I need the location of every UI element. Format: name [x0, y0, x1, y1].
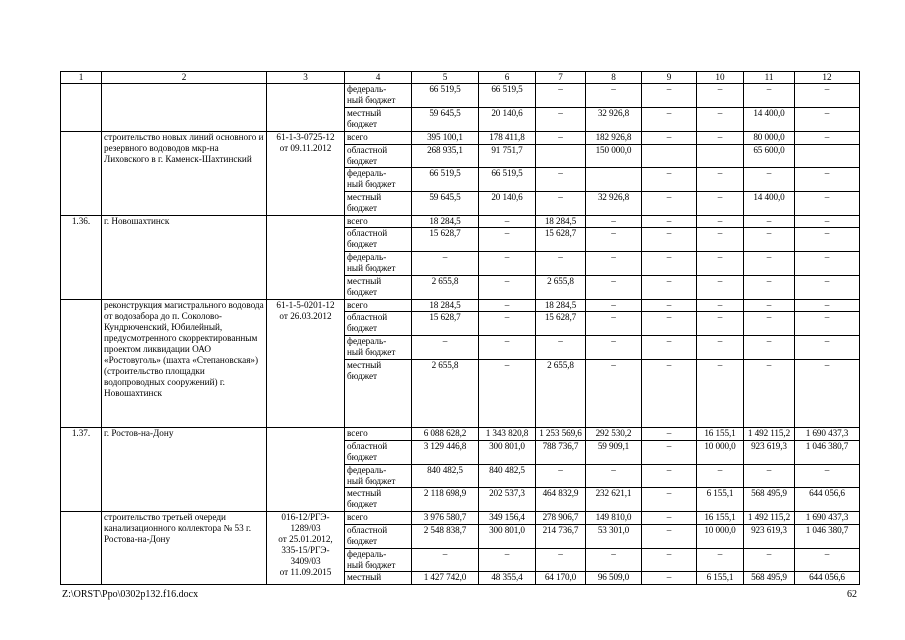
- funding-source-cell: областной бюджет: [345, 524, 412, 548]
- value-cell-col-8: –: [586, 215, 642, 227]
- value-cell-col-9: –: [642, 312, 697, 336]
- value-cell-col-6: 66 519,5: [479, 168, 536, 192]
- value-cell-col-8: –: [586, 464, 642, 488]
- value-cell-col-9: –: [642, 548, 697, 572]
- funding-source-cell: местный бюджет: [345, 108, 412, 132]
- table-row: [61, 299, 860, 311]
- value-cell-col-5: 2 548 838,7: [412, 524, 479, 548]
- value-cell-col-7: 464 832,9: [536, 488, 586, 512]
- value-cell-col-5: –: [412, 336, 479, 360]
- row-number-cell: [61, 132, 102, 216]
- value-cell-col-11: –: [744, 84, 795, 108]
- row-number-cell: [61, 299, 102, 427]
- value-cell-col-12: –: [795, 336, 860, 360]
- funding-source-cell: всего: [345, 512, 412, 524]
- value-cell-col-6: –: [479, 215, 536, 227]
- funding-source-cell: областной бюджет: [345, 312, 412, 336]
- value-cell-col-7: –: [536, 168, 586, 192]
- value-cell-col-9: –: [642, 428, 697, 440]
- value-cell-col-11: 568 495,9: [744, 488, 795, 512]
- value-cell-col-9: –: [642, 488, 697, 512]
- row-number-cell: [61, 512, 102, 585]
- funding-source-cell: федераль- ный бюджет: [345, 252, 412, 276]
- value-cell-col-5: 18 284,5: [412, 299, 479, 311]
- value-cell-col-12: –: [795, 132, 860, 144]
- value-cell-col-10: 6 155,1: [697, 488, 744, 512]
- value-cell-col-11: 568 495,9: [744, 572, 795, 585]
- value-cell-col-8: 59 909,1: [586, 440, 642, 464]
- value-cell-col-9: –: [642, 84, 697, 108]
- value-cell-col-7: –: [536, 548, 586, 572]
- value-cell-col-8: 292 530,2: [586, 428, 642, 440]
- column-header-3: 3: [267, 72, 345, 84]
- value-cell-col-11: –: [744, 215, 795, 227]
- funding-source-cell: местный бюджет: [345, 276, 412, 300]
- value-cell-col-10: 16 155,1: [697, 428, 744, 440]
- column-header-9: 9: [642, 72, 697, 84]
- value-cell-col-8: 53 301,0: [586, 524, 642, 548]
- value-cell-col-6: –: [479, 312, 536, 336]
- value-cell-col-5: 18 284,5: [412, 215, 479, 227]
- value-cell-col-11: 1 492 115,2: [744, 428, 795, 440]
- value-cell-col-6: –: [479, 548, 536, 572]
- value-cell-col-6: 91 751,7: [479, 144, 536, 168]
- value-cell-col-12: 1 046 380,7: [795, 524, 860, 548]
- value-cell-col-10: –: [697, 464, 744, 488]
- funding-source-cell: местный: [345, 572, 412, 585]
- value-cell-col-7: –: [536, 464, 586, 488]
- table-row: [61, 215, 860, 227]
- value-cell-col-11: 14 400,0: [744, 108, 795, 132]
- value-cell-col-5: 2 655,8: [412, 276, 479, 300]
- value-cell-col-5: 59 645,5: [412, 108, 479, 132]
- value-cell-col-7: 15 628,7: [536, 228, 586, 252]
- value-cell-col-5: 268 935,1: [412, 144, 479, 168]
- column-header-10: 10: [697, 72, 744, 84]
- value-cell-col-6: 20 140,6: [479, 108, 536, 132]
- value-cell-col-9: –: [642, 168, 697, 192]
- table-row: [61, 84, 860, 108]
- column-header-1: 1: [61, 72, 102, 84]
- value-cell-col-6: 300 801,0: [479, 524, 536, 548]
- value-cell-col-10: –: [697, 192, 744, 216]
- value-cell-col-9: –: [642, 215, 697, 227]
- funding-source-cell: областной бюджет: [345, 228, 412, 252]
- value-cell-col-7: –: [536, 84, 586, 108]
- value-cell-col-8: –: [586, 299, 642, 311]
- value-cell-col-7: 2 655,8: [536, 276, 586, 300]
- value-cell-col-12: 1 046 380,7: [795, 440, 860, 464]
- value-cell-col-11: –: [744, 252, 795, 276]
- value-cell-col-5: 2 655,8: [412, 359, 479, 427]
- value-cell-col-12: –: [795, 464, 860, 488]
- value-cell-col-7: 18 284,5: [536, 215, 586, 227]
- value-cell-col-10: –: [697, 276, 744, 300]
- value-cell-col-12: –: [795, 228, 860, 252]
- value-cell-col-8: –: [586, 336, 642, 360]
- value-cell-col-9: –: [642, 108, 697, 132]
- registration-cell: [267, 428, 345, 512]
- value-cell-col-9: [642, 144, 697, 168]
- value-cell-col-10: –: [697, 215, 744, 227]
- value-cell-col-5: 2 118 698,9: [412, 488, 479, 512]
- value-cell-col-11: –: [744, 228, 795, 252]
- value-cell-col-11: 1 492 115,2: [744, 512, 795, 524]
- value-cell-col-11: 923 619,3: [744, 524, 795, 548]
- value-cell-col-10: –: [697, 336, 744, 360]
- value-cell-col-6: 66 519,5: [479, 84, 536, 108]
- registration-cell: 016-12/РГЭ- 1289/03 от 25.01.2012, 335-15/РГЭ- 3409/03 от 11.09.2015: [267, 512, 345, 585]
- value-cell-col-11: 65 600,0: [744, 144, 795, 168]
- value-cell-col-5: 840 482,5: [412, 464, 479, 488]
- value-cell-col-10: –: [697, 252, 744, 276]
- object-name-cell: г. Новошахтинск: [102, 215, 267, 299]
- value-cell-col-5: 395 100,1: [412, 132, 479, 144]
- value-cell-col-5: –: [412, 548, 479, 572]
- value-cell-col-9: –: [642, 228, 697, 252]
- value-cell-col-6: 202 537,3: [479, 488, 536, 512]
- value-cell-col-5: –: [412, 252, 479, 276]
- value-cell-col-12: –: [795, 168, 860, 192]
- value-cell-col-10: 10 000,0: [697, 524, 744, 548]
- value-cell-col-8: 32 926,8: [586, 192, 642, 216]
- value-cell-col-11: –: [744, 312, 795, 336]
- funding-source-cell: всего: [345, 215, 412, 227]
- value-cell-col-5: 6 088 628,2: [412, 428, 479, 440]
- footer-file-path: Z:\ORST\Ppo\0302p132.f16.docx: [62, 589, 199, 600]
- funding-source-cell: всего: [345, 299, 412, 311]
- value-cell-col-7: 64 170,0: [536, 572, 586, 585]
- value-cell-col-12: 644 056,6: [795, 572, 860, 585]
- value-cell-col-7: 2 655,8: [536, 359, 586, 427]
- value-cell-col-8: 32 926,8: [586, 108, 642, 132]
- table-header-row: [61, 72, 860, 84]
- value-cell-col-6: 840 482,5: [479, 464, 536, 488]
- value-cell-col-10: –: [697, 228, 744, 252]
- value-cell-col-11: –: [744, 464, 795, 488]
- value-cell-col-10: –: [697, 132, 744, 144]
- value-cell-col-11: –: [744, 548, 795, 572]
- value-cell-col-6: 178 411,8: [479, 132, 536, 144]
- value-cell-col-8: –: [586, 252, 642, 276]
- value-cell-col-9: –: [642, 252, 697, 276]
- row-number-cell: [61, 84, 102, 132]
- value-cell-col-12: –: [795, 299, 860, 311]
- value-cell-col-11: 80 000,0: [744, 132, 795, 144]
- funding-source-cell: федераль- ный бюджет: [345, 168, 412, 192]
- value-cell-col-10: –: [697, 312, 744, 336]
- value-cell-col-6: 20 140,6: [479, 192, 536, 216]
- value-cell-col-7: –: [536, 252, 586, 276]
- object-name-cell: строительство третьей очереди канализационного коллектора № 53 г. Ростова-на-Дону: [102, 512, 267, 585]
- value-cell-col-7: 18 284,5: [536, 299, 586, 311]
- page-number: 62: [847, 589, 857, 600]
- value-cell-col-11: –: [744, 168, 795, 192]
- value-cell-col-10: –: [697, 108, 744, 132]
- value-cell-col-11: –: [744, 359, 795, 427]
- value-cell-col-9: –: [642, 512, 697, 524]
- value-cell-col-9: –: [642, 336, 697, 360]
- value-cell-col-8: –: [586, 312, 642, 336]
- value-cell-col-7: –: [536, 336, 586, 360]
- value-cell-col-8: –: [586, 359, 642, 427]
- value-cell-col-7: –: [536, 108, 586, 132]
- row-number-cell: 1.36.: [61, 215, 102, 299]
- value-cell-col-8: –: [586, 548, 642, 572]
- registration-cell: [267, 84, 345, 132]
- value-cell-col-12: –: [795, 359, 860, 427]
- value-cell-col-12: –: [795, 548, 860, 572]
- value-cell-col-11: –: [744, 276, 795, 300]
- funding-source-cell: областной бюджет: [345, 144, 412, 168]
- value-cell-col-11: 923 619,3: [744, 440, 795, 464]
- value-cell-col-8: [586, 168, 642, 192]
- value-cell-col-12: [795, 144, 860, 168]
- value-cell-col-9: –: [642, 524, 697, 548]
- value-cell-col-12: 1 690 437,3: [795, 512, 860, 524]
- value-cell-col-11: 14 400,0: [744, 192, 795, 216]
- object-name-cell: [102, 84, 267, 132]
- value-cell-col-5: 66 519,5: [412, 168, 479, 192]
- object-name-cell: г. Ростов-на-Дону: [102, 428, 267, 512]
- funding-source-cell: местный бюджет: [345, 359, 412, 427]
- funding-source-cell: всего: [345, 428, 412, 440]
- column-header-11: 11: [744, 72, 795, 84]
- value-cell-col-12: –: [795, 215, 860, 227]
- registration-cell: [267, 215, 345, 299]
- value-cell-col-7: 214 736,7: [536, 524, 586, 548]
- value-cell-col-5: 66 519,5: [412, 84, 479, 108]
- value-cell-col-8: 149 810,0: [586, 512, 642, 524]
- funding-source-cell: федераль- ный бюджет: [345, 336, 412, 360]
- column-header-7: 7: [536, 72, 586, 84]
- value-cell-col-8: 182 926,8: [586, 132, 642, 144]
- value-cell-col-10: –: [697, 84, 744, 108]
- column-header-4: 4: [345, 72, 412, 84]
- value-cell-col-5: 3 129 446,8: [412, 440, 479, 464]
- value-cell-col-9: –: [642, 572, 697, 585]
- value-cell-col-10: –: [697, 548, 744, 572]
- value-cell-col-7: 278 906,7: [536, 512, 586, 524]
- value-cell-col-10: 10 000,0: [697, 440, 744, 464]
- value-cell-col-8: –: [586, 84, 642, 108]
- column-header-8: 8: [586, 72, 642, 84]
- funding-source-cell: областной бюджет: [345, 440, 412, 464]
- value-cell-col-12: –: [795, 108, 860, 132]
- value-cell-col-10: [697, 144, 744, 168]
- value-cell-col-9: –: [642, 299, 697, 311]
- value-cell-col-12: –: [795, 252, 860, 276]
- value-cell-col-5: 15 628,7: [412, 312, 479, 336]
- value-cell-col-8: 150 000,0: [586, 144, 642, 168]
- value-cell-col-5: 3 976 580,7: [412, 512, 479, 524]
- funding-source-cell: местный бюджет: [345, 192, 412, 216]
- value-cell-col-10: –: [697, 299, 744, 311]
- value-cell-col-6: –: [479, 299, 536, 311]
- value-cell-col-10: –: [697, 168, 744, 192]
- object-name-cell: строительство новых линий основного и резервного водоводов мкр-на Лиховского в г. Каменск-Шахтинский: [102, 132, 267, 216]
- value-cell-col-6: 300 801,0: [479, 440, 536, 464]
- value-cell-col-12: –: [795, 276, 860, 300]
- funding-source-cell: федераль- ный бюджет: [345, 548, 412, 572]
- value-cell-col-10: 16 155,1: [697, 512, 744, 524]
- column-header-6: 6: [479, 72, 536, 84]
- value-cell-col-5: 15 628,7: [412, 228, 479, 252]
- value-cell-col-7: 788 736,7: [536, 440, 586, 464]
- value-cell-col-6: 1 343 820,8: [479, 428, 536, 440]
- value-cell-col-8: –: [586, 228, 642, 252]
- value-cell-col-8: 232 621,1: [586, 488, 642, 512]
- value-cell-col-10: –: [697, 359, 744, 427]
- table-row: [61, 428, 860, 440]
- value-cell-col-6: –: [479, 252, 536, 276]
- column-header-5: 5: [412, 72, 479, 84]
- value-cell-col-5: 59 645,5: [412, 192, 479, 216]
- table-row: [61, 512, 860, 524]
- value-cell-col-11: –: [744, 336, 795, 360]
- registration-cell: 61-1-5-0201-12 от 26.03.2012: [267, 299, 345, 427]
- value-cell-col-9: –: [642, 440, 697, 464]
- funding-source-cell: всего: [345, 132, 412, 144]
- value-cell-col-9: –: [642, 132, 697, 144]
- value-cell-col-7: 15 628,7: [536, 312, 586, 336]
- value-cell-col-9: –: [642, 192, 697, 216]
- funding-source-cell: местный бюджет: [345, 488, 412, 512]
- funding-source-cell: федераль- ный бюджет: [345, 464, 412, 488]
- value-cell-col-7: –: [536, 192, 586, 216]
- value-cell-col-6: 349 156,4: [479, 512, 536, 524]
- value-cell-col-7: 1 253 569,6: [536, 428, 586, 440]
- value-cell-col-12: –: [795, 84, 860, 108]
- value-cell-col-10: 6 155,1: [697, 572, 744, 585]
- value-cell-col-8: –: [586, 276, 642, 300]
- registration-cell: 61-1-3-0725-12 от 09.11.2012: [267, 132, 345, 216]
- object-name-cell: реконструкция магистрального водовода от водозабора до п. Соколово-Кундрюченский, Юбилейный, предусмотренного скорректированным проектом ликвидации ОАО «Ростовуголь» (шахта «Степановская») (строительство площадки водопроводных сооружений) г. Новошахтинск: [102, 299, 267, 427]
- value-cell-col-9: –: [642, 464, 697, 488]
- column-header-2: 2: [102, 72, 267, 84]
- value-cell-col-8: 96 509,0: [586, 572, 642, 585]
- value-cell-col-9: –: [642, 276, 697, 300]
- value-cell-col-12: –: [795, 312, 860, 336]
- value-cell-col-6: –: [479, 359, 536, 427]
- value-cell-col-12: 644 056,6: [795, 488, 860, 512]
- value-cell-col-9: –: [642, 359, 697, 427]
- value-cell-col-5: 1 427 742,0: [412, 572, 479, 585]
- funding-source-cell: федераль- ный бюджет: [345, 84, 412, 108]
- value-cell-col-6: –: [479, 228, 536, 252]
- value-cell-col-12: –: [795, 192, 860, 216]
- value-cell-col-7: [536, 144, 586, 168]
- value-cell-col-11: –: [744, 299, 795, 311]
- budget-table: [60, 71, 860, 585]
- value-cell-col-6: 48 355,4: [479, 572, 536, 585]
- value-cell-col-6: –: [479, 336, 536, 360]
- row-number-cell: 1.37.: [61, 428, 102, 512]
- value-cell-col-7: –: [536, 132, 586, 144]
- table-row: [61, 132, 860, 144]
- value-cell-col-6: –: [479, 276, 536, 300]
- value-cell-col-12: 1 690 437,3: [795, 428, 860, 440]
- column-header-12: 12: [795, 72, 860, 84]
